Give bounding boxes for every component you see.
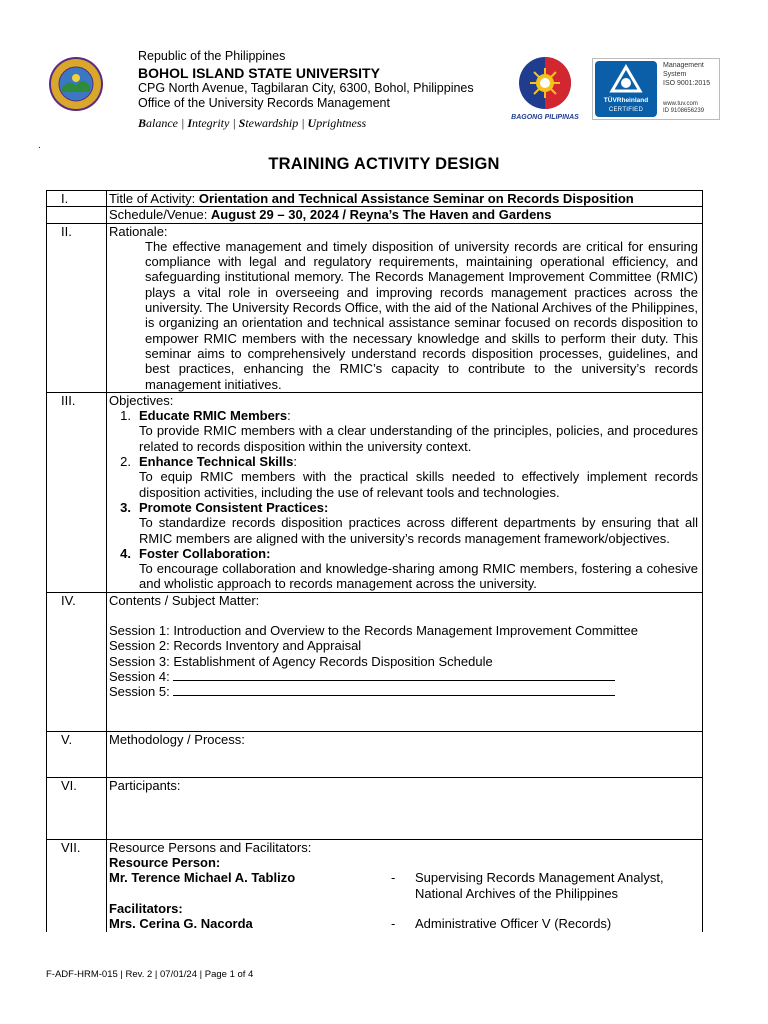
office-name: Office of the University Records Management (138, 96, 390, 110)
objective-title: Foster Collaboration: (139, 545, 271, 561)
objective-desc: To equip RMIC members with the practical skills needed to effectively implement records disposition activities, including the use of relevant tools and technologies. (139, 469, 698, 500)
objective-suffix: : (293, 454, 297, 470)
objective-desc: To encourage collaboration and knowledge-sharing among RMIC members, fostering a cohesive and wholistic approach to records management across the university. (139, 561, 698, 592)
section-number: I. (47, 191, 107, 207)
objective-desc: To provide RMIC members with a clear understanding of the principles, policies, and procedures related to records disposition within the university context. (139, 423, 698, 454)
section-number: VI. (47, 777, 107, 839)
cert-line2: System (663, 71, 687, 78)
objective-title: Promote Consistent Practices: (139, 499, 329, 515)
objective-title: Educate RMIC Members (139, 408, 288, 424)
facilitators-heading: Facilitators: (109, 900, 183, 916)
tuv-certification (592, 58, 720, 120)
objective-item (109, 500, 698, 546)
resource-person-role (415, 870, 664, 901)
methodology-label: Methodology / Process: (107, 731, 703, 777)
schedule-label: Schedule/Venue: (109, 207, 211, 223)
section-3-objectives (47, 392, 703, 592)
tuv-certified: CERTIFIED (608, 107, 644, 113)
university-name: BOHOL ISLAND STATE UNIVERSITY (138, 65, 380, 81)
cert-line3: ISO 9001:2015 (663, 80, 711, 87)
resource-person-row (109, 870, 698, 901)
objective-desc: To standardize records disposition practices across different departments by ensuring that all RMIC members are aligned with the university’s records management framework/objectives. (139, 515, 698, 546)
objective-number: 1. (120, 408, 131, 424)
objective-item (109, 454, 698, 500)
university-seal (48, 56, 104, 112)
schedule-value: August 29 – 30, 2024 / Reyna’s The Haven and Gardens (210, 207, 552, 223)
objectives-cell (107, 392, 703, 592)
objective-number: 3. (120, 499, 131, 515)
facilitator-row (109, 916, 698, 931)
activity-title (107, 191, 703, 207)
rationale-cell (107, 223, 703, 392)
session-4-label: Session 4: (109, 668, 170, 684)
title-label: Title of Activity: (109, 191, 199, 206)
participants-label: Participants: (107, 777, 703, 839)
tuv-brand: TÜVRheinland (603, 97, 649, 104)
session-5-label: Session 5: (109, 684, 170, 700)
dash: - (391, 870, 396, 886)
session-5-blank-line (173, 684, 615, 696)
university-address: CPG North Avenue, Tagbilaran City, 6300, Bohol, Philippines (138, 81, 474, 95)
section-6-participants (47, 777, 703, 839)
form-footer: F-ADF-HRM-015 | Rev. 2 | 07/01/24 | Page 1 of 4 (46, 969, 254, 980)
objective-number: 4. (120, 545, 131, 561)
activity-design-table (46, 190, 703, 932)
contents-cell (107, 592, 703, 731)
session-item: Session 1: Introduction and Overview to the Records Management Improvement Committee (109, 623, 638, 639)
rationale-label: Rationale: (109, 223, 168, 239)
cert-id: ID 9108656239 (663, 108, 705, 114)
resource-persons-label: Resource Persons and Facilitators: (109, 839, 312, 855)
rationale-text: The effective management and timely disposition of university records are critical for ensuring compliance with legal and regulatory requirements, maintaining operational efficiency, and safeguarding institutional memory. The Records Management Improvement Committee (RMIC) plays a vital role in overseeing and improving records management practices across the university. The University Records Office, with the aid of the National Archives of the Philippines, is organizing an orientation and technical assistance seminar focused on records disposition to empower RMIC members with the necessary knowledge and skills to perform their duty. This seminar aims to comprehensively understand records disposition processes, guidelines, and best practices, enhancing the RMIC’s capacity to contribute to the university’s records management initiatives. (145, 238, 698, 392)
resource-persons-cell (107, 839, 703, 931)
section-4-contents (47, 592, 703, 731)
schedule-venue (107, 207, 703, 223)
session-4-blank-line (173, 669, 615, 681)
section-number: V. (47, 731, 107, 777)
resource-person-name: Mr. Terence Michael A. Tablizo (109, 870, 296, 886)
session-blank (109, 684, 698, 699)
cert-url: www.tuv.com (663, 101, 698, 107)
section-1-schedule-row (47, 207, 703, 223)
university-motto: Balance | Integrity | Stewardship | Uprightness (138, 116, 367, 130)
stray-dot: . (38, 140, 41, 151)
session-item: Session 3: Establishment of Agency Records Disposition Schedule (109, 653, 493, 669)
republic-line: Republic of the Philippines (138, 49, 286, 63)
role-line-1: Supervising Records Management Analyst, (415, 870, 664, 886)
section-number: III. (47, 392, 107, 592)
dash: - (391, 916, 396, 932)
section-7-resource-persons (47, 839, 703, 931)
cert-details (663, 61, 710, 88)
empty-cell (47, 207, 107, 223)
objective-item (109, 546, 698, 592)
objectives-label: Objectives: (109, 392, 174, 408)
section-number: VII. (47, 839, 107, 931)
section-5-methodology (47, 731, 703, 777)
bagong-pilipinas-logo (506, 52, 584, 126)
facilitator-name: Mrs. Cerina G. Nacorda (109, 916, 253, 932)
objective-suffix: : (287, 408, 291, 424)
objective-item (109, 408, 698, 454)
cert-line1: Management (663, 62, 704, 69)
objective-title: Enhance Technical Skills (139, 454, 294, 470)
section-1-title-row (47, 191, 703, 207)
objective-number: 2. (120, 454, 131, 470)
tuv-badge (595, 61, 657, 117)
title-value: Orientation and Technical Assistance Seminar on Records Disposition (198, 191, 634, 206)
session-item: Session 2: Records Inventory and Appraisal (109, 638, 362, 654)
section-number: II. (47, 223, 107, 392)
facilitator-role: Administrative Officer V (Records) (415, 916, 612, 932)
role-line-2: National Archives of the Philippines (415, 885, 619, 901)
document-title: TRAINING ACTIVITY DESIGN (268, 155, 500, 173)
cert-meta (663, 101, 704, 115)
session-blank (109, 669, 698, 684)
contents-label: Contents / Subject Matter: (109, 592, 260, 608)
section-2-rationale (47, 223, 703, 392)
bagong-pilipinas-text: BAGONG PILIPINAS (511, 114, 579, 121)
resource-person-heading: Resource Person: (109, 855, 221, 871)
section-number: IV. (47, 592, 107, 731)
